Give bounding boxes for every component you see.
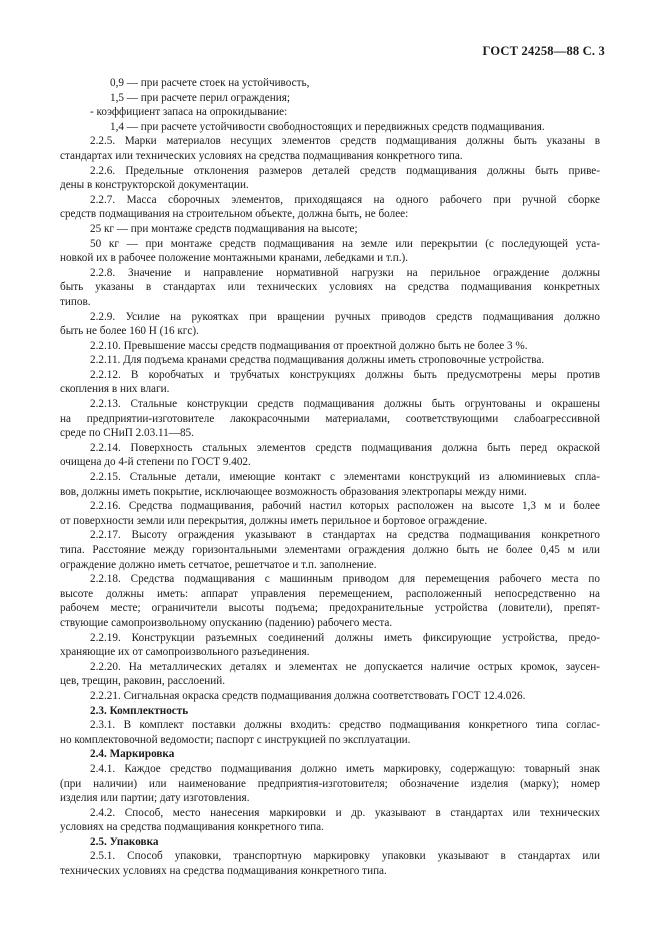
text-line: быть указаны в стандартах или технических условиях на средства подмащивания конкретных (60, 281, 600, 294)
text-line: но комплектовочной ведомости; паспорт с инструкцией по эксплуатации. (60, 733, 411, 746)
text-line: 2.2.21. Сигнальная окраска средств подмащивания должна соответствовать ГОСТ 12.4.026. (90, 689, 526, 702)
text-line: 0,9 — при расчете стоек на устойчивость, (110, 77, 310, 89)
text-line: 2.2.15. Стальные детали, имеющие контакт с элементами конструкций из алюминиевых спла- (90, 471, 600, 484)
text-line: скопления в них влаги. (60, 383, 170, 396)
text-line: 2.2.17. Высоту ограждения указывают в стандартах на средства подмащивания конкретного (90, 529, 600, 542)
text-line: 25 кг — при монтаже средств подмащивания на высоте; (90, 222, 358, 235)
text-line: 2.2.12. В коробчатых и трубчатых конструкциях должны быть предусмотрены меры против (90, 368, 600, 381)
text-line: 2.2.19. Конструкции разъемных соединений должны иметь фиксирующие устройства, предо- (90, 631, 600, 644)
text-line: 2.4.1. Каждое средство подмащивания должно иметь маркировку, содержащую: товарный знак (90, 762, 600, 775)
text-line: 2.4.2. Способ, место нанесения маркировки и др. указывают в стандартах или технических (90, 806, 600, 819)
text-line: (при наличии) или наименование предприятия-изготовителя; обозначение изделия (марку); номер (60, 777, 600, 790)
text-line: ствующие самопроизвольному опусканию (падению) рабочего места. (60, 616, 393, 629)
section-heading: 2.5. Упаковка (90, 835, 159, 848)
text-line: от поверхности земли или перекрытия, должны иметь перильное и бортовое ограждение. (60, 514, 488, 527)
text-line: высоте должны иметь: аппарат управления перемещением, расположенный непосредственно на (60, 587, 600, 600)
text-line: средств подмащивания на строительном объекте, должна быть, не более: (60, 208, 409, 221)
text-line: 2.2.13. Стальные конструкции средств подмащивания должны быть огрунтованы и окрашены (90, 398, 600, 411)
text-line: 2.2.20. На металлических деталях и элементах не допускается наличие острых кромок, заусен- (90, 660, 600, 673)
section-heading: 2.3. Комплектность (90, 704, 189, 717)
text-line: стандартах или технических условиях на средства подмащивания конкретного типа. (60, 149, 463, 162)
section-heading: 2.4. Маркировка (90, 748, 175, 761)
text-line: ограждение должно иметь сетчатое, решетчатое и т.п. заполнение. (60, 558, 377, 571)
text-line: 2.2.10. Превышение массы средств подмащивания от проектной должно быть не более 3 %. (90, 339, 528, 352)
text-line: на предприятии-изготовителе лакокрасочными материалами, соответствующими слабоагрессивной (60, 412, 600, 425)
text-line: 1,5 — при расчете перил ограждения; (110, 91, 290, 104)
text-line: 2.2.11. Для подъема кранами средства подмащивания должны иметь строповочные устройства. (90, 354, 545, 367)
text-line: 50 кг — при монтаже средств подмащивания на земле или перекрытии (с последующей уста- (90, 237, 600, 250)
text-line: типа. Расстояние между горизонтальными элементами ограждения должно быть не более 0,45 м или (60, 544, 600, 556)
text-line: 2.2.14. Поверхность стальных элементов средств подмащивания должна быть перед окраской (90, 441, 600, 454)
text-line: 2.2.6. Предельные отклонения размеров деталей средств подмащивания должны быть приве- (90, 164, 600, 177)
text-line: 2.2.7. Масса сборочных элементов, приходящаяся на одного рабочего при ручной сборке (90, 193, 600, 206)
text-line: дены в конструкторской документации. (60, 179, 249, 192)
text-line: среде по СНиП 2.03.11—85. (60, 427, 194, 440)
text-line: технических условиях на средства подмащивания конкретного типа. (60, 865, 387, 878)
text-line: быть не более 160 Н (16 кгс). (60, 325, 199, 338)
text-line: 2.2.16. Средства подмащивания, рабочий настил которых расположен на высоте 1,3 м и более (90, 500, 600, 513)
text-line: 2.2.8. Значение и направление нормативной нагрузки на перильное ограждение должны (90, 266, 600, 279)
text-line: 2.3.1. В комплект поставки должны входить: средство подмащивания конкретного типа соглас- (90, 719, 600, 732)
text-line: цев, трещин, раковин, расслоений. (60, 675, 225, 688)
text-line: 2.5.1. Способ упаковки, транспортную маркировку упаковки указывают в стандартах или (90, 850, 600, 863)
text-line: новкой их в рабочее положение монтажными кранами, лебедками и т.п.). (60, 252, 409, 265)
text-line: 2.2.9. Усилие на рукоятках при вращении ручных приводов средств подмащивания должно (90, 310, 600, 323)
text-line: храняющие их от самопроизвольного разъединения. (60, 646, 310, 659)
text-line: - коэффициент запаса на опрокидывание: (90, 106, 288, 119)
page-header: ГОСТ 24258—88 С. 3 (482, 44, 605, 58)
text-line: очищена до 4-й степени по ГОСТ 9.402. (60, 456, 251, 469)
text-line: условиях на средства подмащивания конкретного типа. (60, 821, 324, 834)
document-body (60, 76, 600, 879)
text-line: 1,4 — при расчете устойчивости свободностоящих и передвижных средств подмащивания. (110, 120, 545, 133)
text-line: типов. (60, 295, 91, 308)
text-line: рабочем месте; ограничители высоты подъема; предохранительные устройства (ловители), препят- (60, 602, 600, 615)
text-line: изделия или партии; дату изготовления. (60, 792, 250, 805)
text-line: вов, должны иметь покрытие, исключающее возможность образования электропары между ними. (60, 485, 527, 498)
text-line: 2.2.18. Средства подмащивания с машинным приводом для перемещения рабочего места по (90, 573, 600, 586)
text-line: 2.2.5. Марки материалов несущих элементов средств подмащивания должны быть указаны в (90, 135, 600, 148)
